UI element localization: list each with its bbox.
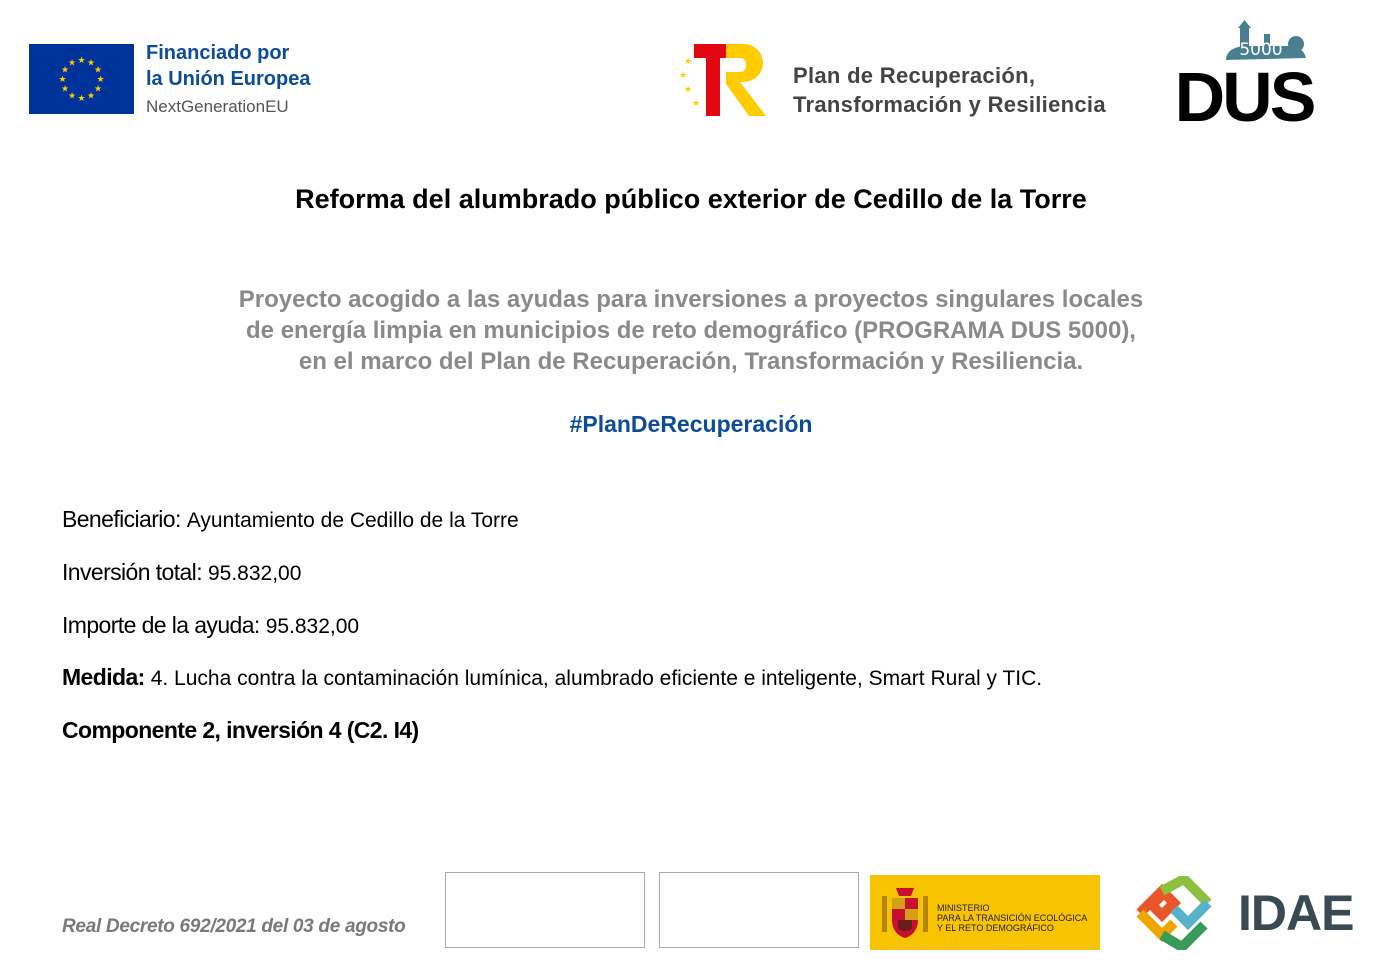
field-label: Inversión total: (62, 559, 202, 585)
dus-badge-number: 5000 (1239, 40, 1283, 60)
field-importe-ayuda (62, 612, 359, 639)
spain-coat-of-arms-icon (878, 882, 932, 944)
royal-decree: Real Decreto 692/2021 del 03 de agosto (62, 916, 406, 937)
field-label: Beneficiario: (62, 506, 181, 532)
svg-text:★: ★ (77, 94, 86, 104)
field-inversion-total (62, 559, 301, 586)
field-beneficiario (62, 506, 519, 533)
prtr-title-line-1: Plan de Recuperación, (793, 63, 1036, 88)
idae-logo-icon (1120, 876, 1228, 950)
field-value: 95.832,00 (207, 562, 302, 585)
svg-text:★: ★ (60, 65, 70, 76)
eu-next-generation: NextGenerationEU (146, 97, 289, 116)
field-medida (62, 664, 1042, 691)
eu-funding-line-2: la Unión Europea (146, 68, 311, 90)
description-line-1: Proyecto acogido a las ayudas para inversiones a proyectos singulares locales (238, 286, 1144, 313)
dus-5000-logo (1164, 14, 1324, 126)
project-title: Reforma del alumbrado público exterior de Cedillo de la Torre (295, 184, 1087, 214)
dus-word: DUS (1174, 58, 1314, 126)
logo-placeholder-box (445, 872, 645, 948)
svg-text:★: ★ (60, 84, 70, 95)
field-value: 4. Lucha contra la contaminación lumínica, alumbrado eficiente e inteligente, Smart Rural y TIC. (150, 667, 1043, 690)
idae-wordmark: IDAE (1238, 885, 1354, 941)
svg-text:★: ★ (86, 58, 96, 69)
svg-text:★: ★ (93, 84, 103, 95)
svg-text:★: ★ (67, 58, 77, 69)
description-line-3: en el marco del Plan de Recuperación, Transformación y Resiliencia. (298, 348, 1084, 375)
svg-text:★: ★ (77, 56, 86, 66)
eu-funding-line-1: Financiado por (146, 42, 290, 64)
hashtag: #PlanDeRecuperación (569, 411, 813, 437)
ministry-name (937, 903, 1087, 933)
svg-text:★: ★ (86, 91, 96, 102)
svg-text:★: ★ (67, 91, 77, 102)
svg-text:★: ★ (58, 75, 67, 85)
eu-flag-icon (29, 44, 134, 114)
field-label: Medida: (62, 664, 145, 690)
svg-text:★: ★ (692, 99, 701, 109)
logo-placeholder-box (659, 872, 859, 948)
ministry-line-1: MINISTERIO (937, 903, 990, 913)
svg-text:★: ★ (684, 57, 693, 67)
field-label: Importe de la ayuda: (62, 612, 260, 638)
svg-text:★: ★ (93, 65, 103, 76)
prtr-title-line-2: Transformación y Resiliencia (793, 92, 1106, 117)
ministry-line-2: PARA LA TRANSICIÓN ECOLÓGICA (937, 913, 1088, 923)
description-line-2: de energía limpia en municipios de reto demográfico (PROGRAMA DUS 5000), (246, 317, 1136, 344)
field-componente: Componente 2, inversión 4 (C2. I4) (62, 717, 419, 743)
field-value: Ayuntamiento de Cedillo de la Torre (186, 509, 519, 532)
field-value: 95.832,00 (265, 615, 360, 638)
svg-text:★: ★ (684, 85, 693, 95)
ministry-line-3: Y EL RETO DEMOGRÁFICO (937, 923, 1054, 933)
svg-text:★: ★ (96, 75, 105, 85)
svg-text:★: ★ (679, 71, 688, 81)
prtr-logo-icon (676, 40, 772, 120)
